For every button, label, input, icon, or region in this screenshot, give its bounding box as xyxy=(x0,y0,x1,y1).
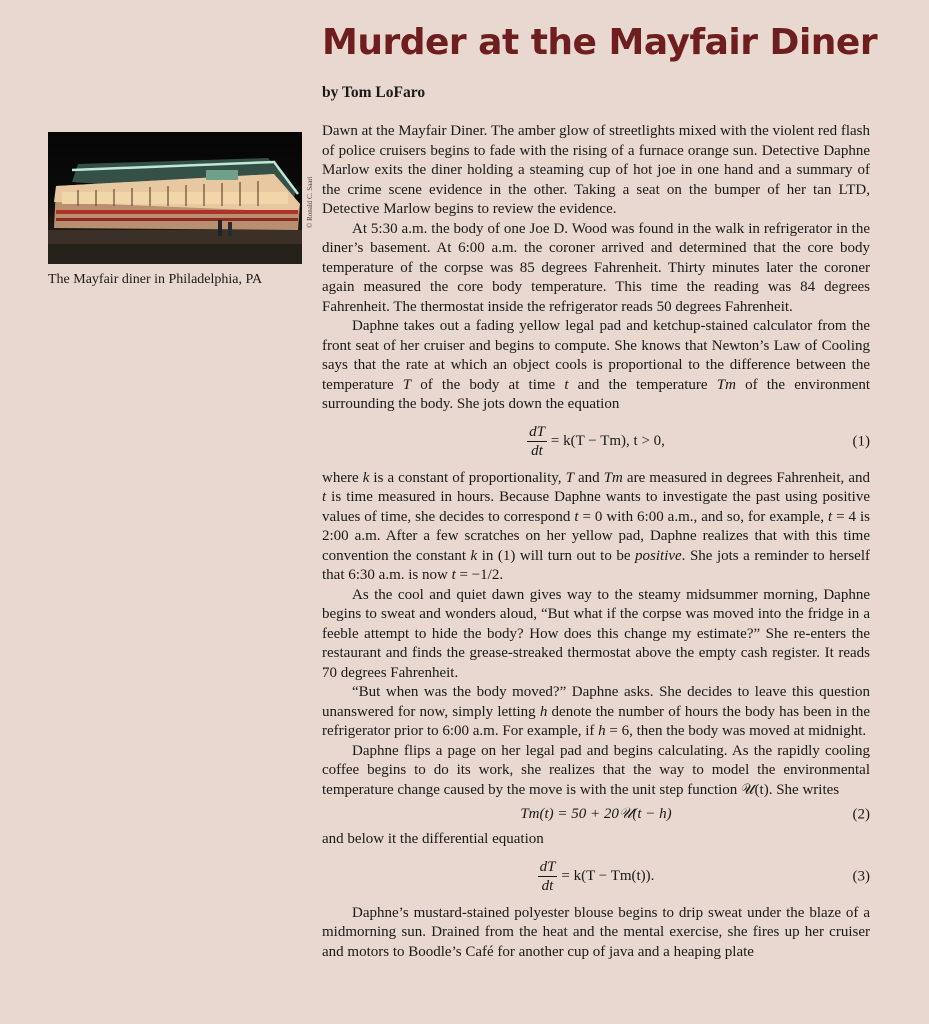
equation-1: $\frac{dT}{dt}$ = k(T − Tm), t > 0, (1) xyxy=(529,424,870,459)
paragraph-6: “But when was the body moved?” Daphne asks. She decides to leave this question unanswered for now, simply letting h denote the number of hours the body has been in the refrigerator prior to 6:00 a.m. For example, if h = 6, then the body was moved at midnight. xyxy=(322,684,870,739)
equation-2-label: (2) xyxy=(852,806,870,823)
diner-photo xyxy=(48,132,302,264)
article-title: Murder at the Mayfair Diner xyxy=(322,22,878,63)
paragraph-1: Dawn at the Mayfair Diner. The amber glow of streetlights mixed with the violent red flash of police cruisers begins to fade with the rising of a furnace orange sun. Detective Daphne Marlow exits the diner holding a steaming cup of hot joe in one hand and a summary of the crime scene evidence in the other. Taking a seat on the bumper of her tan LTD, Detective Marlow begins to review the evidence. xyxy=(322,123,870,217)
paragraph-8: and below it the differential equation xyxy=(322,831,544,847)
photo-credit: © Ronald C. Saari xyxy=(306,176,314,228)
paragraph-4: where k is a constant of proportionality, T and Tm are measured in degrees Fahrenheit, and t is time measured in hours. Because Daphne wants to investigate the past using positive values of time, she decides to correspond t = 0 with 6:00 a.m., and so, for example, t = 4 is 2:00 a.m. After a few scratches on her yellow pad, Daphne realizes that with this time convention the constant k in (1) will turn out to be positive. She jots a reminder to herself that 6:30 a.m. is now t = −1/2. xyxy=(322,469,870,583)
equation-2: Tm(t) = 50 + 20𝒰(t − h) (2) xyxy=(322,800,870,830)
paragraph-9: Daphne’s mustard-stained polyester blouse begins to drip sweat under the blaze of a midmorning sun. Drained from the heat and the mental exercise, she fires up her cruiser and motors to Boodle’s Café for another cup of java and a heaping plate xyxy=(322,904,870,960)
byline: by Tom LoFaro xyxy=(322,84,426,101)
equation-1-label: (1) xyxy=(852,432,870,449)
equation-3-label: (3) xyxy=(852,867,870,884)
article-body xyxy=(322,122,870,962)
paragraph-5: As the cool and quiet dawn gives way to the steamy midsummer morning, Daphne begins to sweat and wonders aloud, “But what if the corpse was moved into the fridge in a feeble attempt to hide the body? How does this change my estimate?” She re-enters the restaurant and finds the grease-streaked thermostat above the empty cash register. It reads 70 degrees Fahrenheit. xyxy=(322,586,870,681)
paragraph-3: Daphne takes out a fading yellow legal pad and ketchup-stained calculator from the front seat of her cruiser and begins to compute. She knows that Newton’s Law of Cooling says that the rate at which an object cools is proportional to the difference between the temperature T of the body at time t and the temperature Tm of the environment surrounding the body. She jots down the equation xyxy=(322,318,871,412)
equation-3: $\frac{dT}{dt}$ = k(T − Tm(t)). (3) xyxy=(539,859,870,894)
paragraph-2: At 5:30 a.m. the body of one Joe D. Wood was found in the walk in refrigerator in the diner’s basement. At 6:00 a.m. the coroner arrived and determined that the core body temperature of the corpse was 85 degrees Fahrenheit. Thirty minutes later the coroner again measured the core body temperature. This time the reading was 84 degrees Fahrenheit. The thermostat inside the refrigerator reads 50 degrees Fahrenheit. xyxy=(322,220,870,315)
photo-caption: The Mayfair diner in Philadelphia, PA xyxy=(48,272,263,287)
paragraph-7: Daphne flips a page on her legal pad and begins calculating. As the rapidly cooling coffee begins to do its work, she realizes that the way to model the environmental temperature change caused by the move is with the unit step function 𝒰(t). She writes xyxy=(322,742,870,798)
